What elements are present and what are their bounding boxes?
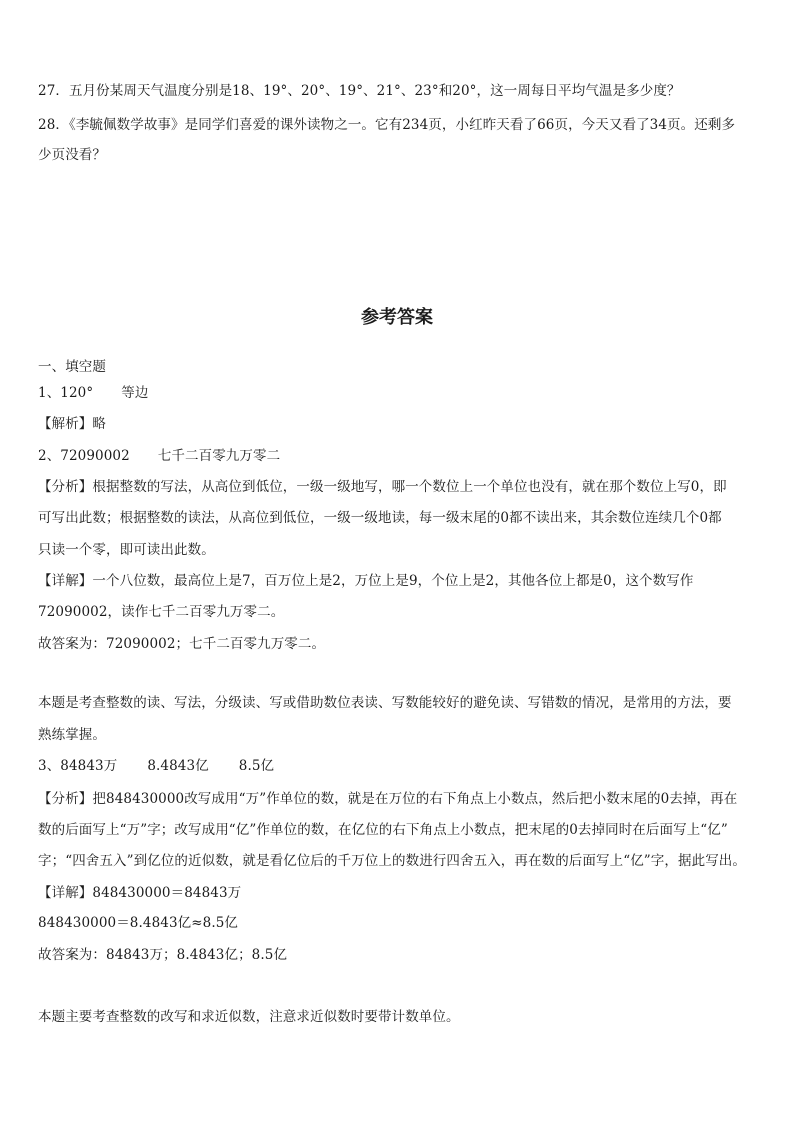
answer-2-value: 2、72090002 (38, 448, 130, 464)
answer-3-analysis-line-1: 【分析】把848430000改写成用“万”作单位的数，就是在万位的右下角点上小数点，然后把小数末尾的0去掉，再在 (38, 791, 738, 807)
answers-title: 参考答案 (361, 307, 433, 328)
answer-3-value-2: 8.4843亿 (147, 758, 209, 774)
answer-3-value-1: 3、84843万 (38, 758, 118, 774)
answer-2 (38, 446, 758, 466)
answer-3-detail-line-1: 【详解】848430000＝84843万 (38, 885, 242, 901)
question-28-line-2: 少页没看？ (38, 147, 106, 163)
answer-3-value-3: 8.5亿 (238, 758, 275, 774)
answer-1-analysis: 【解析】略 (38, 416, 106, 432)
answer-2-note-line-1: 本题是考查整数的读、写法，分级读、写或借助数位表读、写数能较好的避免读、写错数的情况，是常用的方法，要 (38, 695, 732, 711)
answer-1-word: 等边 (121, 385, 149, 401)
answer-3-result: 故答案为：84843万；8.4843亿；8.5亿 (38, 947, 288, 963)
answer-1 (38, 383, 758, 403)
answer-3-analysis-line-3: 字；“四舍五入”到亿位的近似数，就是看亿位后的千万位上的数进行四舍五入，再在数的后面写上“亿”字，据此写出。 (38, 853, 747, 869)
answer-2-analysis-line-2: 可写出此数；根据整数的读法，从高位到低位，一级一级地读，每一级末尾的0都不读出来，其余数位连续几个0都 (38, 510, 722, 526)
question-27: 27．五月份某周天气温度分别是18、19°、20°、19°、21°、23°和20°，这一周每日平均气温是多少度？ (38, 83, 681, 99)
answer-2-result: 故答案为：72090002；七千二百零九万零二。 (38, 636, 326, 652)
answer-1-value: 1、120° (38, 385, 94, 401)
answer-3-note: 本题主要考查整数的改写和求近似数，注意求近似数时要带计数单位。 (38, 1009, 460, 1025)
answer-3-detail-line-2: 848430000＝8.4843亿≈8.5亿 (38, 915, 239, 931)
answer-2-analysis-line-1: 【分析】根据整数的写法，从高位到低位，一级一级地写，哪一个数位上一个单位也没有，就在那个数位上写0，即 (38, 479, 727, 495)
section-heading: 一、填空题 (38, 359, 106, 375)
answer-3-analysis-line-2: 数的后面写上“万”字；改写成用“亿”作单位的数，在亿位的右下角点上小数点，把末尾的0去掉同时在后面写上“亿” (38, 822, 728, 838)
answer-2-detail-line-2: 72090002，读作七千二百零九万零二。 (38, 604, 285, 620)
answer-2-detail-line-1: 【详解】一个八位数，最高位上是7，百万位上是2，万位上是9，个位上是2，其他各位上都是0，这个数写作 (38, 573, 694, 589)
answer-2-words: 七千二百零九万零二 (157, 448, 281, 464)
question-28-line-1: 28．《李毓佩数学故事》是同学们喜爱的课外读物之一。它有234页，小红昨天看了66页，今天又看了34页。还剩多 (38, 117, 736, 133)
answer-2-note-line-2: 熟练掌握。 (38, 727, 106, 743)
answer-2-analysis-line-3: 只读一个零，即可读出此数。 (38, 542, 215, 558)
answer-3 (38, 756, 758, 776)
